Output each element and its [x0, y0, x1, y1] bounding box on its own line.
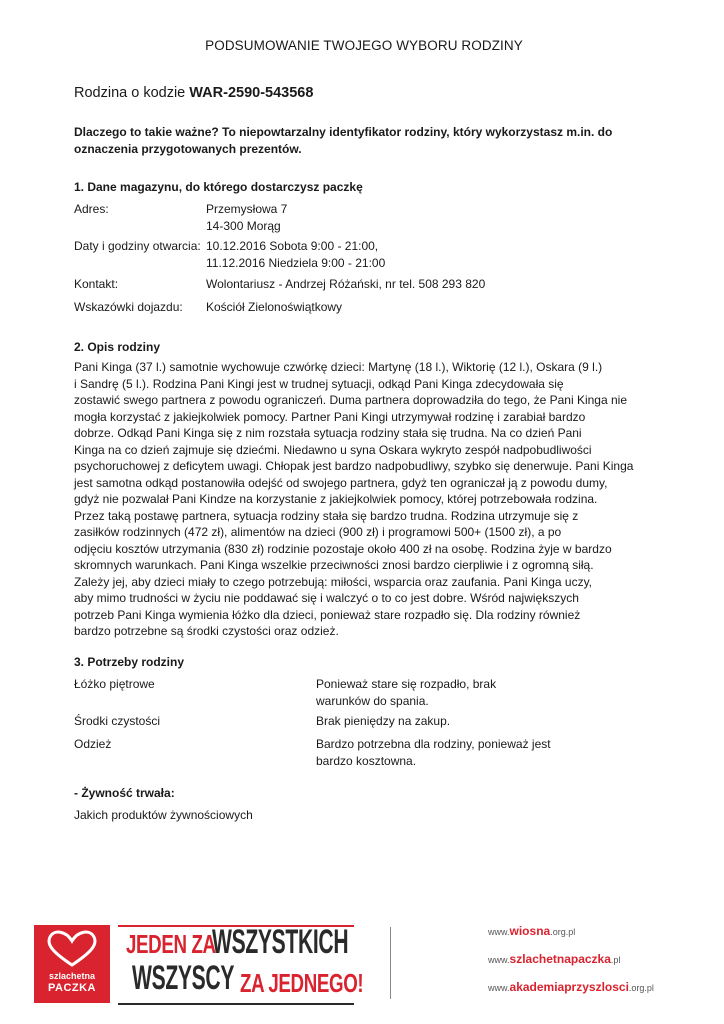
description-line: Pani Kinga (37 l.) samotnie wychowuje czwórkę dzieci: Martynę (18 l.), Wiktorię (12 l.), Oskara (9 l.) — [74, 360, 603, 374]
description-line: dobrze. Odkąd Pani Kinga się z nim rozstała sytuacja rodziny stała się trudna. Na co dzień Pani — [74, 426, 582, 440]
need-reason-line: warunków do spania. — [316, 694, 429, 708]
need-reason-line: Ponieważ stare się rozpadło, brak — [316, 677, 497, 691]
why-important-note: Dlaczego to takie ważne? To niepowtarzalny identyfikator rodziny, który wykorzystasz m.in. do oznaczenia przygotowanych prezentów. — [74, 125, 613, 156]
description-line: zasiłków rodzinnych (472 zł), alimentów na dzieci (900 zł) i programowi 500+ (1500 zł), a po — [74, 525, 562, 539]
description-line: gdyż nie pozwalał Pani Kindze na korzystanie z jakiejkolwiek pomocy, której potrzebowała rodzina. — [74, 492, 598, 506]
address-line2: 14-300 Morąg — [206, 219, 281, 233]
description-line: bardzo potrzebne są środki czystości oraz odzież. — [74, 624, 339, 638]
link-prefix: www. — [488, 927, 510, 937]
description-line: zostawić swego partnera z powodu ograniczeń. Duma partnera doprowadziła do tego, że Pani Kinga nie — [74, 393, 627, 407]
food-question: Jakich produktów żywnościowych — [74, 808, 253, 822]
link-name: wiosna — [509, 924, 551, 938]
need-reason-line: Brak pieniędzy na zakup. — [316, 714, 451, 728]
logo-text-line1: szlachetna — [48, 971, 96, 981]
heart-icon — [34, 925, 110, 971]
link-prefix: www. — [488, 983, 510, 993]
description-line: Zależy jej, aby dzieci miały to czego potrzebują: miłości, wsparcia oraz zaufania. Pani Kinga uczy, — [74, 574, 593, 589]
family-code-line — [74, 85, 313, 101]
need-reason — [316, 676, 576, 710]
family-code-label: Rodzina o kodzie — [74, 85, 186, 101]
link-akademiaprzyszlosci[interactable] — [488, 980, 654, 994]
link-suffix: .pl — [610, 955, 621, 965]
page-title: PODSUMOWANIE TWOJEGO WYBORU RODZINY — [205, 38, 523, 53]
need-reason — [316, 713, 576, 730]
footer-divider — [390, 927, 391, 999]
slogan-part2: WSZYSTKICH — [212, 923, 349, 961]
description-line: aby mimo trudności w życiu nie poddawać się i walczyć o to co jest dobre. Wśród największych — [74, 591, 579, 605]
family-code: WAR-2590-543568 — [189, 85, 314, 101]
section1-heading: 1. Dane magazynu, do którego dostarczysz paczkę — [74, 180, 363, 194]
hours-label: Daty i godziny otwarcia: — [74, 239, 201, 253]
slogan — [118, 923, 364, 1005]
description-line: Przez taką postawę partnera, sytuacja rodziny stała się bardzo trudna. Rodzina utrzymuje się z — [74, 508, 579, 523]
hours-line1: 10.12.2016 Sobota 9:00 - 21:00, — [206, 239, 379, 253]
description-line: skromnych warunkach. Pani Kinga wszelkie przeciwności znosi bardzo cierpliwie i z ogromną siłą. — [74, 558, 594, 572]
description-line: psychoruchowej z deficytem uwagi. Chłopak jest bardzo nadpobudliwy, szybko się denerwuje. Pani Kinga — [74, 459, 634, 473]
slogan-part3: WSZYSCY — [132, 959, 235, 997]
link-szlachetnapaczka[interactable] — [488, 952, 620, 966]
description-line: mogła korzystać z jakiejkolwiek pomocy. Partner Pani Kingi utrzymywał rodzinę i zarabiał bardzo — [74, 409, 586, 424]
hours-line2: 11.12.2016 Niedziela 9:00 - 21:00 — [206, 256, 386, 270]
section3-heading: 3. Potrzeby rodziny — [74, 655, 185, 669]
section2-heading: 2. Opis rodziny — [74, 340, 161, 354]
description-line: jest samotna odkąd postanowiła odejść od swojego partnera, gdyż ten ograniczał ją z powodu dumy, — [74, 475, 608, 490]
link-name: szlachetnapaczka — [509, 952, 611, 966]
description-line: potrzeb Pani Kinga wymienia łóżko dla dzieci, ponieważ stare rozpadło się. Dla rodziny również — [74, 607, 581, 622]
directions-value: Kościół Zielonoświątkowy — [206, 300, 343, 314]
contact-value: Wolontariusz - Andrzej Różański, nr tel. 508 293 820 — [206, 277, 486, 291]
food-heading: - Żywność trwała: — [74, 786, 175, 800]
footer — [0, 905, 724, 1015]
link-suffix: .org.pl — [628, 983, 654, 993]
need-reason — [316, 736, 576, 770]
address-label: Adres: — [74, 202, 109, 216]
description-line: odjęciu kosztów utrzymania (830 zł) rodzinie pozostaje około 400 zł na osobę. Rodzina żyje w bardzo — [74, 541, 612, 556]
directions-label: Wskazówki dojazdu: — [74, 300, 183, 314]
link-suffix: .org.pl — [550, 927, 576, 937]
slogan-part1: JEDEN ZA — [126, 929, 216, 959]
slogan-line-bottom — [118, 1003, 354, 1005]
need-reason-line: Bardzo potrzebna dla rodziny, ponieważ jest — [316, 737, 551, 751]
link-prefix: www. — [488, 955, 510, 965]
link-name: akademiaprzyszlosci — [509, 980, 629, 994]
family-description — [74, 359, 664, 640]
need-reason-line: bardzo kosztowna. — [316, 754, 417, 768]
description-line: i Sandrę (5 l.). Rodzina Pani Kingi jest w trudnej sytuacji, odkąd Pani Kinga zdecydowała się — [74, 376, 564, 391]
logo-text-line2: PACZKA — [47, 982, 96, 994]
slogan-part4: ZA JEDNEGO! — [240, 968, 364, 998]
need-item: Łóżko piętrowe — [74, 677, 155, 691]
description-line: Kinga na co dzień zajmuje się dziećmi. Niedawno u syna Oskara wykryto zespół nadpobudliwości — [74, 442, 592, 457]
contact-label: Kontakt: — [74, 277, 119, 291]
link-wiosna[interactable] — [488, 924, 575, 938]
need-item: Odzież — [74, 737, 112, 751]
szlachetna-paczka-logo — [34, 925, 110, 1003]
need-item: Środki czystości — [74, 714, 161, 728]
address-line1: Przemysłowa 7 — [206, 202, 288, 216]
